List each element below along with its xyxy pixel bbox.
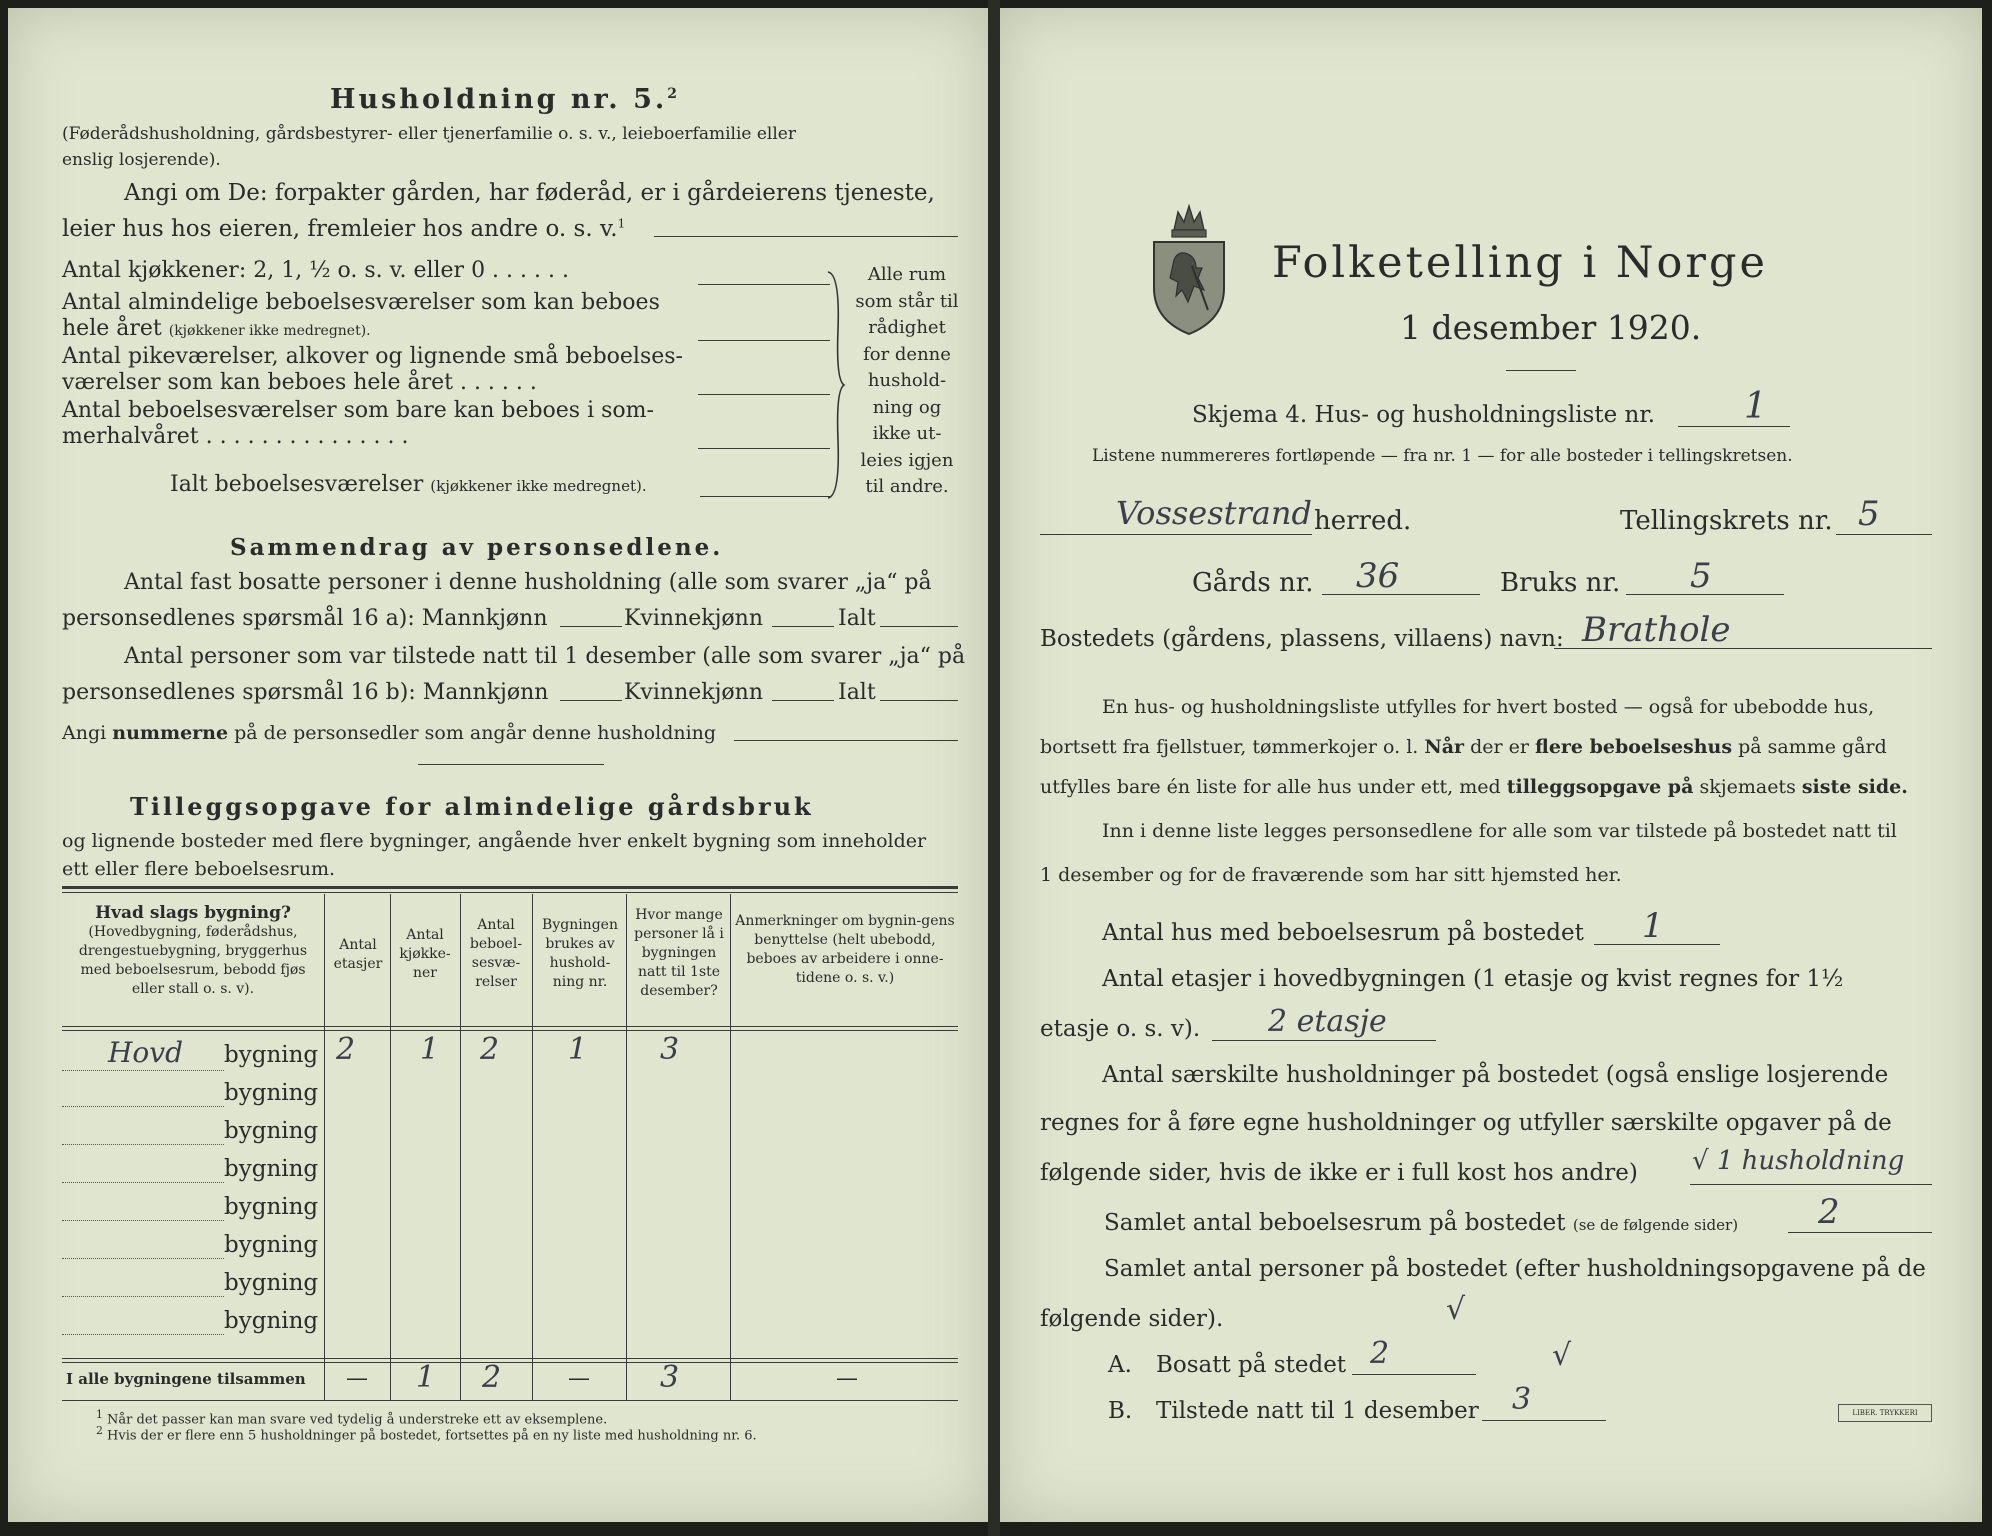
row-label: bygning [224,1118,319,1144]
row-personer: 3 [660,1032,680,1067]
instr-line-2: bortsett fra fjellstuer, tømmerkojer o. l. Når der er flere beboelseshus på samme gård [1040,736,1887,758]
som-label-2: merhalvåret . . . . . . . . . . . . . . . [62,424,409,449]
b-text: Tilstede natt til 1 desember [1156,1398,1479,1424]
sark-label-3: følgende sider, hvis de ikke er i full kost hos andre) [1040,1160,1638,1186]
samlet-rum-label: Samlet antal beboelsesrum på bostedet (se de følgende sider) [1104,1210,1739,1236]
total-etasjer: — [346,1366,368,1391]
total-anm: — [836,1366,858,1391]
instr-line-3: utfylles bare én liste for alle hus under ett, med tilleggsopgave på skjemaets siste side. [1040,776,1908,798]
check-mark-2: √ [1552,1338,1572,1373]
row-label: bygning [224,1194,319,1220]
samlet-rum-value: 2 [1818,1192,1840,1232]
tillegg-line-2: ett eller flere beboelsesrum. [62,858,336,880]
footnote-1: $^1$ Når det passer kan man svare ved tydelig å understreke ett av eksemplene. [96,1408,608,1428]
row-label: bygning [224,1042,319,1068]
census-date: 1 desember 1920. [1400,308,1702,347]
row-kjokken: 1 [420,1032,440,1067]
total-hush: — [568,1366,590,1391]
row-label: bygning [224,1270,319,1296]
ialt-label-2: Ialt [838,680,876,705]
sark-label-2: regnes for å føre egne husholdninger og utfyller særskilte opgaver på de [1040,1110,1892,1136]
household-intro-2: enslig losjerende). [62,150,221,170]
col-head-etasjer: Antal etasjer [333,937,383,972]
sark-label-1: Antal særskilte husholdninger på bostedet (også enslige losjerende [1102,1062,1889,1088]
total-kjokken: 1 [416,1360,436,1395]
row-type: Hovd [108,1036,184,1069]
angi-line-2: leier hus hos eieren, fremleier hos andre o. s. v.$^1$ [62,216,626,242]
bruks-value: 5 [1690,556,1712,596]
herred-value: Vossestrand [1116,494,1312,532]
pike-label-1: Antal pikeværelser, alkover og lignende små beboelses- [62,344,683,369]
census-title: Folketelling i Norge [1272,238,1768,288]
b-value: 3 [1512,1382,1532,1417]
col-head-anmerkninger: Anmerkninger om bygnin-gens benyttelse (helt ubebodd, beboes av arbeidere i onne-tidene o. s. v.) [735,913,955,986]
a-value: 2 [1370,1336,1390,1371]
bosted-value: Brathole [1582,610,1731,650]
printer-stamp: LIBER. TRYKKERI [1838,1404,1932,1422]
sammendrag-line-1: Antal fast bosatte personer i denne husholdning (alle som svarer „ja“ på [124,570,932,595]
etasjer-label-2: etasje o. s. v). [1040,1016,1201,1042]
som-label-1: Antal beboelsesværelser som bare kan beboes i som- [62,398,654,423]
angi-nummerne: Angi nummerne på de personsedler som angår denne husholdning [62,722,717,744]
col-head-rum: Antal beboel-sesvæ-relser [469,917,523,990]
alm-label-1: Antal almindelige beboelsesværelser som kan beboes [62,290,660,315]
row-label: bygning [224,1232,319,1258]
side-note: Alle rum som står til rådighet for denne hushold- ning og ikke ut- leies igjen til andre. [855,264,959,497]
sammendrag-line-3: Antal personer som var tilstede natt til 1 desember (alle som svarer „ja“ på [124,644,966,669]
samlet-pers-label-2: følgende sider). [1040,1306,1224,1332]
bruks-label: Bruks nr. [1500,568,1621,598]
krets-label: Tellingskrets nr. [1620,506,1833,536]
instr-line-5: 1 desember og for de fraværende som har sitt hjemsted her. [1040,864,1622,886]
household-title: Husholdning nr. 5.$^2$ [330,84,681,115]
a-text: Bosatt på stedet [1156,1352,1347,1378]
gards-label: Gårds nr. [1192,568,1314,598]
coat-of-arms-icon [1148,198,1230,340]
total-label: I alle bygningene tilsammen [66,1370,306,1388]
col-head-type: Hvad slags bygning? (Hovedbygning, føderådshus, drengestuebygning, bryggerhus med beboelsesrum, bebodd fjøs eller stall o. s. v). [78,903,308,997]
row-hush: 1 [568,1032,588,1067]
herred-label: herred. [1314,506,1412,536]
pike-label-2: værelser som kan beboes hele året . . . . . . [62,370,537,395]
tillegg-title: Tilleggsopgave for almindelige gårdsbruk [130,792,814,821]
bracket-icon [824,270,848,500]
hus-label: Antal hus med beboelsesrum på bostedet [1102,920,1584,946]
page-fold [988,0,1000,1536]
etasjer-label-1: Antal etasjer i hovedbygningen (1 etasje og kvist regnes for 1½ [1102,966,1844,992]
ialt-label-1: Ialt [838,606,876,631]
a-label: A. [1108,1352,1132,1378]
row-label: bygning [224,1308,319,1334]
col-head-personer: Hvor mange personer lå i bygningen natt til 1ste desember? [634,907,724,999]
kjokkener-label: Antal kjøkkener: 2, 1, ½ o. s. v. eller 0 . . . . . . [62,258,569,283]
listene-note: Listene nummereres fortløpende — fra nr. 1 — for alle bosteder i tellingskretsen. [1092,446,1793,466]
row-rum: 2 [480,1032,500,1067]
col-head-husholdning: Bygningen brukes av hushold-ning nr. [542,917,618,990]
gards-value: 36 [1356,556,1400,596]
krets-value: 5 [1858,494,1880,534]
row-label: bygning [224,1156,319,1182]
instr-line-4: Inn i denne liste legges personsedlene for alle som var tilstede på bostedet natt til [1102,820,1897,842]
row-label: bygning [224,1080,319,1106]
skjema-label: Skjema 4. Hus- og husholdningsliste nr. [1192,402,1656,428]
sammendrag-line-4: personsedlenes spørsmål 16 b): Mannkjønn [62,680,549,705]
household-intro: (Føderådshusholdning, gårdsbestyrer- eller tjenerfamilie o. s. v., leieboerfamilie eller [62,124,796,144]
tillegg-line-1: og lignende bosteder med flere bygninger, angående hver enkelt bygning som inneholder [62,830,927,852]
sark-value: √ 1 husholdning [1692,1146,1905,1176]
kvinne-label-1: Kvinnekjønn [624,606,763,631]
kvinne-label-2: Kvinnekjønn [624,680,763,705]
bosted-label: Bostedets (gårdens, plassens, villaens) navn: [1040,626,1564,652]
instr-line-1: En hus- og husholdningsliste utfylles for hvert bosted — også for ubebodde hus, [1102,696,1875,718]
angi-line-1: Angi om De: forpakter gården, har føderåd, er i gårdeierens tjeneste, [124,180,935,206]
total-rum: 2 [482,1360,502,1395]
check-mark-1: √ [1446,1292,1466,1327]
col-head-kjokkener: Antal kjøkke-ner [399,927,451,981]
hus-value: 1 [1642,906,1664,946]
b-label: B. [1108,1398,1133,1424]
alm-label-2: hele året (kjøkkener ikke medregnet). [62,316,371,341]
row-etasjer: 2 [336,1032,356,1067]
sammendrag-line-2: personsedlenes spørsmål 16 a): Mannkjønn [62,606,548,631]
etasjer-value: 2 etasje [1268,1004,1387,1039]
total-personer: 3 [660,1360,680,1395]
footnote-2: $^2$ Hvis der er flere enn 5 husholdninger på bostedet, fortsettes på en ny liste med husholdning nr. 6. [96,1424,757,1444]
sammendrag-title: Sammendrag av personsedlene. [230,534,724,561]
ialt-label: Ialt beboelsesværelser (kjøkkener ikke medregnet). [170,472,647,497]
samlet-pers-label-1: Samlet antal personer på bostedet (efter husholdningsopgavene på de [1104,1256,1926,1282]
skjema-value: 1 [1744,386,1767,427]
